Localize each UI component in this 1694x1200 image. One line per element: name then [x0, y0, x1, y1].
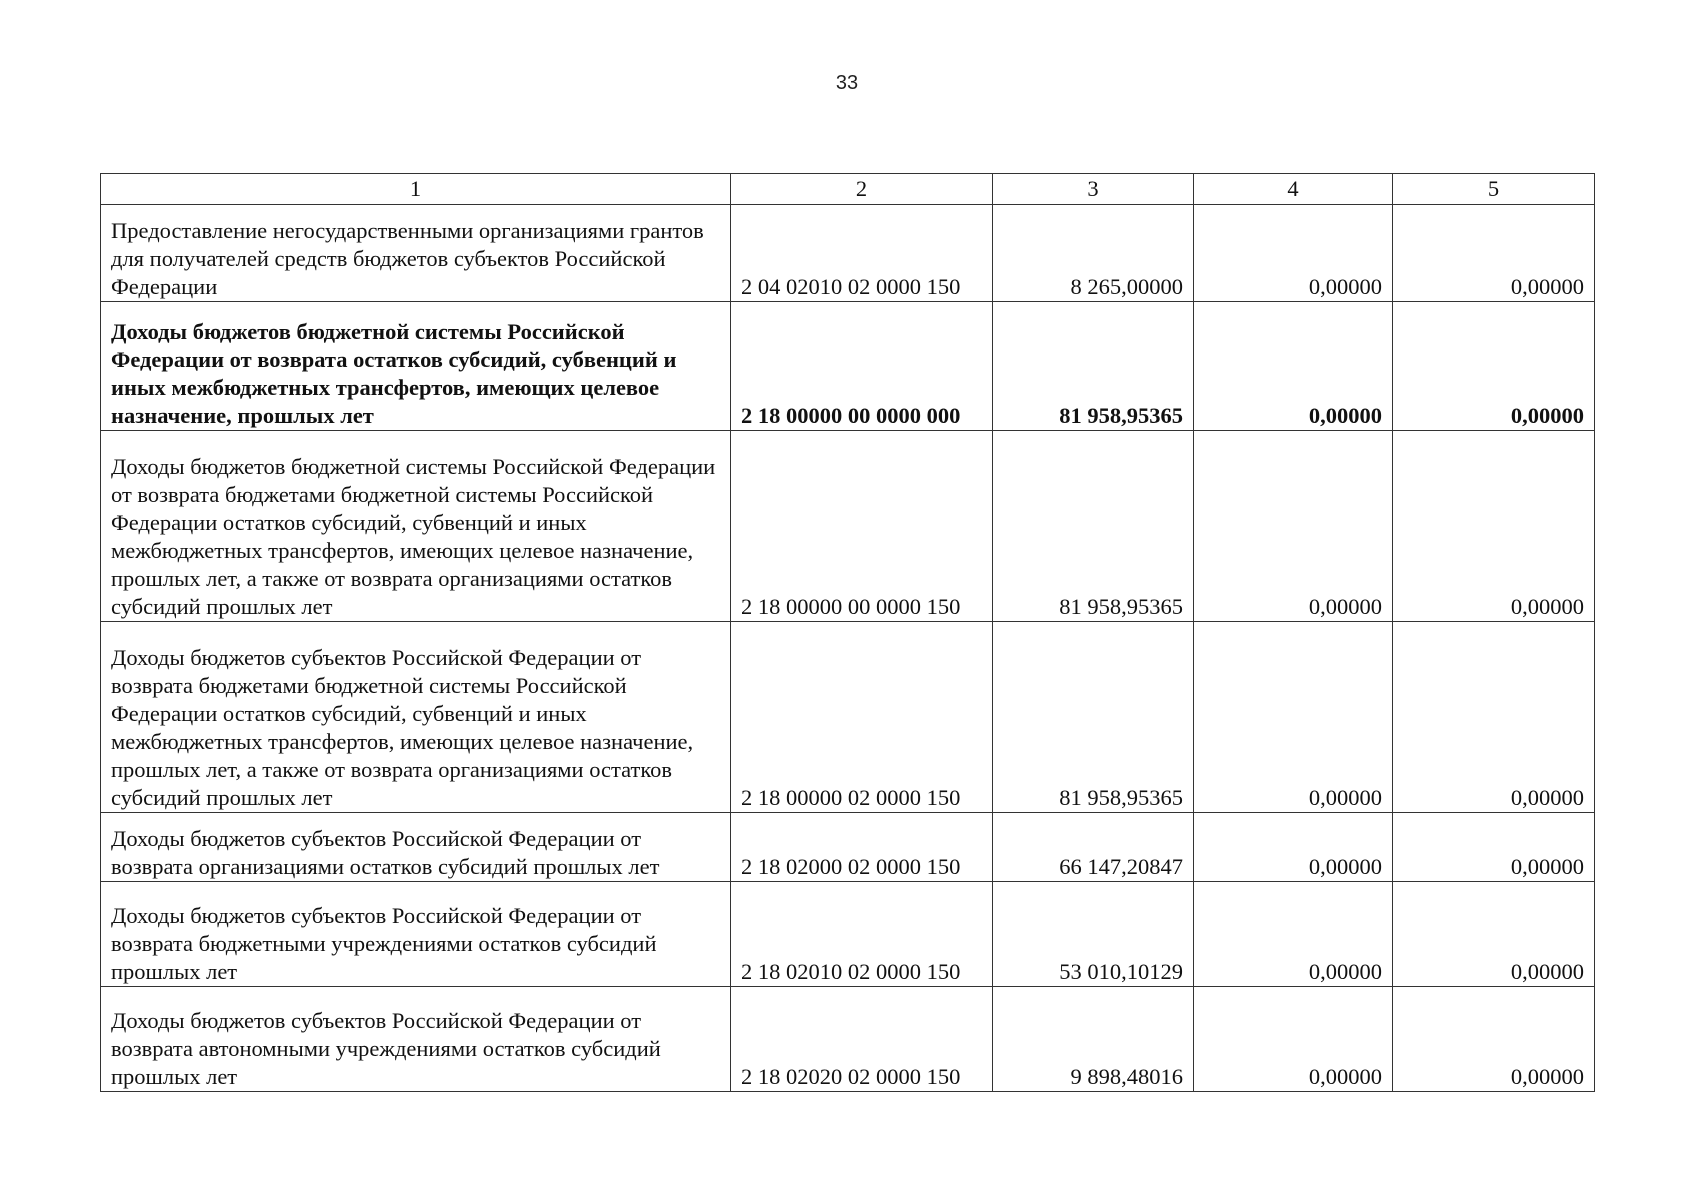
row-value-col5: 0,00000	[1393, 882, 1595, 987]
row-value-col4: 0,00000	[1194, 987, 1393, 1092]
row-description: Доходы бюджетов бюджетной системы Российской Федерации от возврата остатков субсидий, субвенций и иных межбюджетных трансфертов, имеющих целевое назначение, прошлых лет	[101, 302, 731, 431]
row-description: Доходы бюджетов бюджетной системы Российской Федерации от возврата бюджетами бюджетной системы Российской Федерации остатков субсидий, субвенций и иных межбюджетных трансфертов, имеющих целевое назначение, прошлых лет, а также от возврата организациями остатков субсидий прошлых лет	[101, 431, 731, 622]
row-value-col3: 81 958,95365	[993, 431, 1194, 622]
row-budget-code: 2 18 00000 02 0000 150	[731, 622, 993, 813]
row-value-col5: 0,00000	[1393, 302, 1595, 431]
row-value-col4: 0,00000	[1194, 205, 1393, 302]
header-col-5: 5	[1393, 174, 1595, 205]
row-value-col3: 53 010,10129	[993, 882, 1194, 987]
row-value-col4: 0,00000	[1194, 882, 1393, 987]
page-number: 33	[835, 72, 859, 94]
header-col-1: 1	[101, 174, 731, 205]
row-budget-code: 2 18 02000 02 0000 150	[731, 813, 993, 882]
header-col-4: 4	[1194, 174, 1393, 205]
row-value-col3: 66 147,20847	[993, 813, 1194, 882]
row-value-col4: 0,00000	[1194, 813, 1393, 882]
table-header-row	[101, 174, 1595, 205]
row-budget-code: 2 18 02020 02 0000 150	[731, 987, 993, 1092]
header-col-2: 2	[731, 174, 993, 205]
row-value-col4: 0,00000	[1194, 622, 1393, 813]
table-row-total	[101, 302, 1595, 431]
table-row	[101, 987, 1595, 1092]
row-description: Предоставление негосударственными организациями грантов для получателей средств бюджетов субъектов Российской Федерации	[101, 205, 731, 302]
row-value-col4: 0,00000	[1194, 431, 1393, 622]
row-value-col3: 81 958,95365	[993, 622, 1194, 813]
table-row	[101, 205, 1595, 302]
row-budget-code: 2 18 02010 02 0000 150	[731, 882, 993, 987]
row-description: Доходы бюджетов субъектов Российской Федерации от возврата организациями остатков субсидий прошлых лет	[101, 813, 731, 882]
row-budget-code: 2 18 00000 00 0000 150	[731, 431, 993, 622]
row-value-col5: 0,00000	[1393, 205, 1595, 302]
row-value-col5: 0,00000	[1393, 431, 1595, 622]
row-description: Доходы бюджетов субъектов Российской Федерации от возврата автономными учреждениями остатков субсидий прошлых лет	[101, 987, 731, 1092]
row-description: Доходы бюджетов субъектов Российской Федерации от возврата бюджетными учреждениями остатков субсидий прошлых лет	[101, 882, 731, 987]
table-row	[101, 431, 1595, 622]
table-row	[101, 882, 1595, 987]
row-value-col4: 0,00000	[1194, 302, 1393, 431]
row-value-col5: 0,00000	[1393, 813, 1595, 882]
row-description: Доходы бюджетов субъектов Российской Федерации от возврата бюджетами бюджетной системы Российской Федерации остатков субсидий, субвенций и иных межбюджетных трансфертов, имеющих целевое назначение, прошлых лет, а также от возврата организациями остатков субсидий прошлых лет	[101, 622, 731, 813]
row-value-col3: 81 958,95365	[993, 302, 1194, 431]
budget-revenue-table	[100, 173, 1595, 1092]
row-budget-code: 2 04 02010 02 0000 150	[731, 205, 993, 302]
header-col-3: 3	[993, 174, 1194, 205]
table-row	[101, 813, 1595, 882]
table-row	[101, 622, 1595, 813]
row-value-col5: 0,00000	[1393, 987, 1595, 1092]
row-value-col3: 8 265,00000	[993, 205, 1194, 302]
row-budget-code: 2 18 00000 00 0000 000	[731, 302, 993, 431]
row-value-col3: 9 898,48016	[993, 987, 1194, 1092]
row-value-col5: 0,00000	[1393, 622, 1595, 813]
